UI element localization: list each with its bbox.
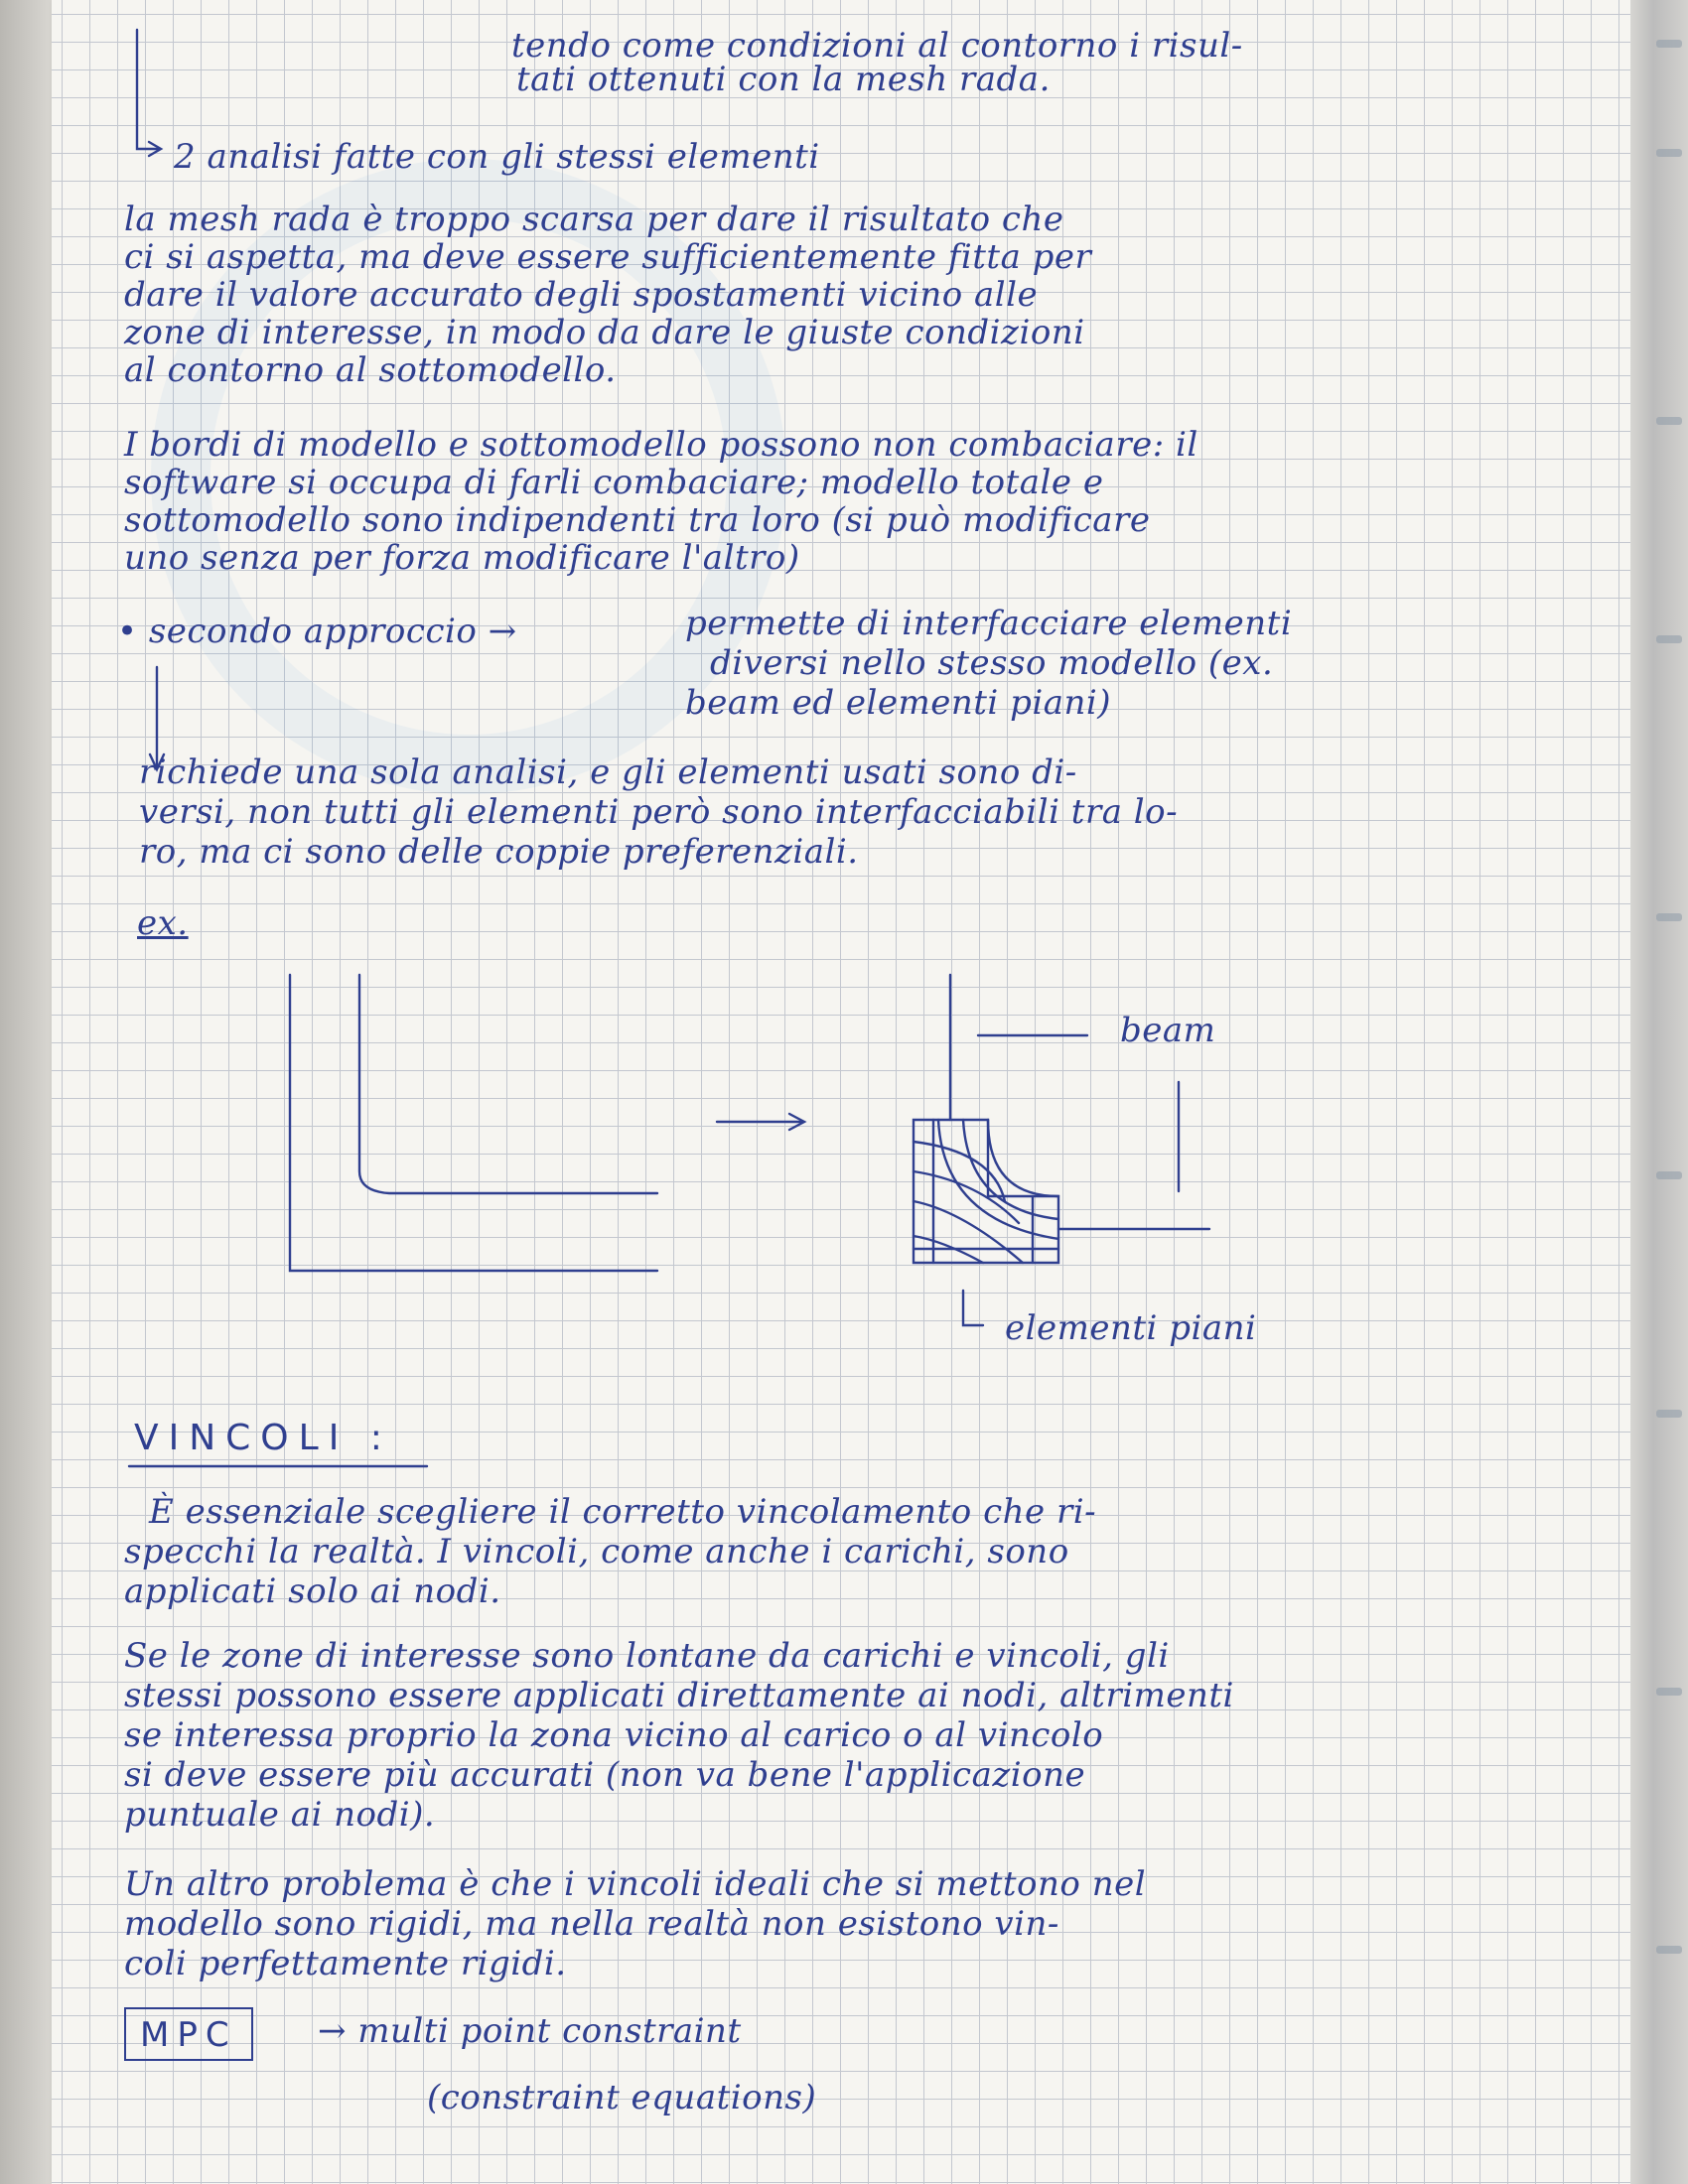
note-top-line-1: tendo come condizioni al contorno i risul- — [511, 26, 1243, 66]
piani-bracket — [963, 1291, 983, 1325]
l-shape-inner — [359, 975, 657, 1193]
l-shape-outer — [290, 975, 657, 1271]
secondo-approccio-line-1: permette di interfacciare elementi — [685, 604, 1293, 643]
paragraph-line: ro, ma ci sono delle coppie preferenziali. — [139, 832, 859, 872]
elementi-piani-label: elementi piani — [1005, 1308, 1257, 1348]
paragraph-line: al contorno al sottomodello. — [124, 350, 617, 390]
paragraph-line: applicati solo ai nodi. — [124, 1571, 501, 1611]
paragraph-line: uno senza per forza modificare l'altro) — [124, 538, 800, 578]
paragraph-line: modello sono rigidi, ma nella realtà non esistono vin- — [124, 1904, 1059, 1944]
paragraph-line: software si occupa di farli combaciare; modello totale e — [124, 463, 1104, 502]
mpc-subtitle: (constraint equations) — [427, 2078, 817, 2117]
paragraph-line: Un altro problema è che i vincoli ideali che si mettono nel — [124, 1864, 1147, 1904]
secondo-approccio-line-3: beam ed elementi piani) — [685, 683, 1112, 723]
bracket-arrow — [137, 30, 159, 149]
secondo-approccio-label: • secondo approccio → — [117, 612, 517, 651]
mesh-curve-inner-1 — [938, 1120, 1058, 1239]
mpc-definition: → multi point constraint — [318, 2011, 742, 2051]
paragraph-line: È essenziale scegliere il corretto vincolamento che ri- — [149, 1492, 1097, 1532]
paragraph-line: specchi la realtà. I vincoli, come anche i carichi, sono — [124, 1532, 1069, 1571]
paragraph-line: Se le zone di interesse sono lontane da carichi e vincoli, gli — [124, 1636, 1170, 1676]
paragraph-line: dare il valore accurato degli spostamenti vicino alle — [124, 275, 1039, 315]
mesh-curve-inner-2 — [963, 1120, 1058, 1219]
paragraph-line: la mesh rada è troppo scarsa per dare il risultato che — [124, 200, 1064, 239]
note-top-line-2: tati ottenuti con la mesh rada. — [516, 60, 1051, 99]
note-bullet-analisi: 2 analisi fatte con gli stessi elementi — [174, 137, 820, 177]
paragraph-line: versi, non tutti gli elementi però sono interfacciabili tra lo- — [139, 792, 1179, 832]
mpc-box: MPC — [124, 2007, 253, 2061]
paragraph-line: richiede una sola analisi, e gli elementi usati sono di- — [139, 752, 1077, 792]
paragraph-line: sottomodello sono indipendenti tra loro (si può modificare — [124, 500, 1151, 540]
example-label: ex. — [137, 903, 189, 943]
paragraph-line: I bordi di modello e sottomodello possono non combaciare: il — [124, 425, 1198, 465]
secondo-approccio-line-2: diversi nello stesso modello (ex. — [710, 643, 1274, 683]
paragraph-line: coli perfettamente rigidi. — [124, 1944, 567, 1983]
paragraph-line: puntuale ai nodi). — [124, 1795, 436, 1835]
beam-label: beam — [1120, 1011, 1216, 1050]
paragraph-line: stessi possono essere applicati direttamente ai nodi, altrimenti — [124, 1676, 1234, 1715]
paragraph-line: si deve essere più accurati (non va bene l'applicazione — [124, 1755, 1086, 1795]
paragraph-line: se interessa proprio la zona vicino al carico o al vincolo — [124, 1715, 1104, 1755]
paragraph-line: zone di interesse, in modo da dare le giuste condizioni — [124, 313, 1085, 352]
paragraph-line: ci si aspetta, ma deve essere sufficientemente fitta per — [124, 237, 1092, 277]
vincoli-heading: VINCOLI : — [134, 1418, 392, 1458]
